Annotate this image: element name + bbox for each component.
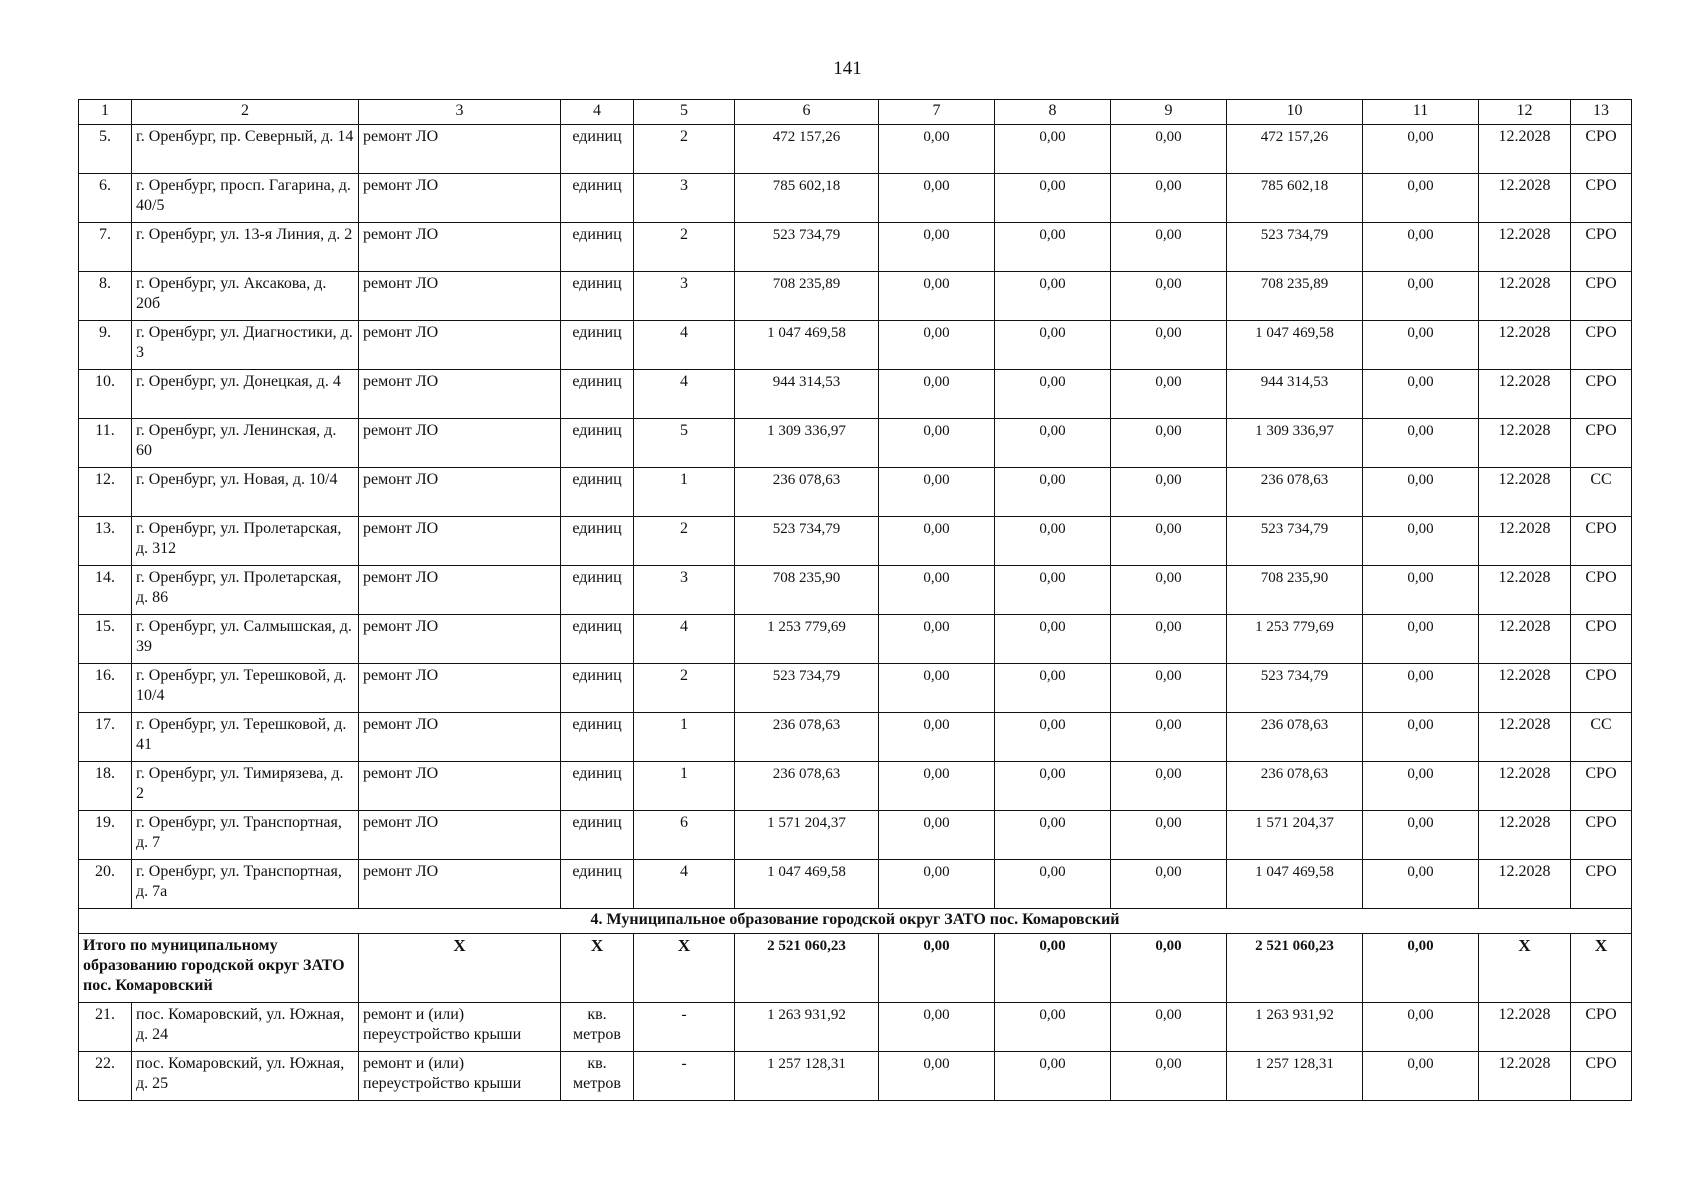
other-cell: 0,00 bbox=[1363, 419, 1479, 468]
unit-cell: единиц bbox=[561, 468, 634, 517]
total-c11-cell: 0,00 bbox=[1363, 934, 1479, 1003]
unit-cell: единиц bbox=[561, 223, 634, 272]
table-row bbox=[79, 272, 1632, 321]
column-header: 2 bbox=[132, 100, 359, 125]
local-budget-cell: 0,00 bbox=[1111, 762, 1227, 811]
unit-cell: единиц bbox=[561, 370, 634, 419]
fund-cell: 0,00 bbox=[879, 1003, 995, 1052]
total-c7-cell: 0,00 bbox=[879, 934, 995, 1003]
method-cell: СРО bbox=[1571, 321, 1632, 370]
row-number: 7. bbox=[79, 223, 132, 272]
method-cell: СРО bbox=[1571, 174, 1632, 223]
works-table bbox=[78, 99, 1632, 1101]
budget-cell: 0,00 bbox=[995, 860, 1111, 909]
budget-cell: 0,00 bbox=[995, 566, 1111, 615]
table-row bbox=[79, 811, 1632, 860]
deadline-cell: 12.2028 bbox=[1479, 860, 1571, 909]
method-cell: СРО bbox=[1571, 419, 1632, 468]
method-cell: СС bbox=[1571, 468, 1632, 517]
table-row bbox=[79, 517, 1632, 566]
quantity-cell: - bbox=[634, 1003, 735, 1052]
unit-cell: единиц bbox=[561, 762, 634, 811]
total-cost-cell: 523 734,79 bbox=[735, 664, 879, 713]
local-budget-cell: 0,00 bbox=[1111, 811, 1227, 860]
owners-funds-cell: 472 157,26 bbox=[1227, 125, 1363, 174]
total-cost-cell: 1 253 779,69 bbox=[735, 615, 879, 664]
address-cell: г. Оренбург, пр. Северный, д. 14 bbox=[132, 125, 359, 174]
deadline-cell: 12.2028 bbox=[1479, 174, 1571, 223]
column-header: 13 bbox=[1571, 100, 1632, 125]
local-budget-cell: 0,00 bbox=[1111, 1003, 1227, 1052]
other-cell: 0,00 bbox=[1363, 1052, 1479, 1101]
deadline-cell: 12.2028 bbox=[1479, 419, 1571, 468]
local-budget-cell: 0,00 bbox=[1111, 321, 1227, 370]
address-cell: г. Оренбург, ул. 13-я Линия, д. 2 bbox=[132, 223, 359, 272]
method-cell: СРО bbox=[1571, 811, 1632, 860]
total-c8-cell: 0,00 bbox=[995, 934, 1111, 1003]
header-row bbox=[79, 100, 1632, 125]
local-budget-cell: 0,00 bbox=[1111, 370, 1227, 419]
column-header: 8 bbox=[995, 100, 1111, 125]
deadline-cell: 12.2028 bbox=[1479, 468, 1571, 517]
column-header: 5 bbox=[634, 100, 735, 125]
deadline-cell: 12.2028 bbox=[1479, 125, 1571, 174]
deadline-cell: 12.2028 bbox=[1479, 762, 1571, 811]
column-header: 11 bbox=[1363, 100, 1479, 125]
owners-funds-cell: 1 309 336,97 bbox=[1227, 419, 1363, 468]
method-cell: СРО bbox=[1571, 566, 1632, 615]
fund-cell: 0,00 bbox=[879, 223, 995, 272]
local-budget-cell: 0,00 bbox=[1111, 713, 1227, 762]
budget-cell: 0,00 bbox=[995, 811, 1111, 860]
row-number: 15. bbox=[79, 615, 132, 664]
other-cell: 0,00 bbox=[1363, 615, 1479, 664]
unit-cell: единиц bbox=[561, 566, 634, 615]
quantity-cell: 5 bbox=[634, 419, 735, 468]
budget-cell: 0,00 bbox=[995, 419, 1111, 468]
row-number: 21. bbox=[79, 1003, 132, 1052]
other-cell: 0,00 bbox=[1363, 223, 1479, 272]
quantity-cell: 3 bbox=[634, 174, 735, 223]
method-cell: СРО bbox=[1571, 1052, 1632, 1101]
budget-cell: 0,00 bbox=[995, 762, 1111, 811]
quantity-cell: 2 bbox=[634, 664, 735, 713]
local-budget-cell: 0,00 bbox=[1111, 566, 1227, 615]
total-cost-cell: 1 571 204,37 bbox=[735, 811, 879, 860]
quantity-cell: 1 bbox=[634, 713, 735, 762]
fund-cell: 0,00 bbox=[879, 370, 995, 419]
work-type-cell: ремонт ЛО bbox=[359, 566, 561, 615]
row-number: 10. bbox=[79, 370, 132, 419]
local-budget-cell: 0,00 bbox=[1111, 664, 1227, 713]
address-cell: г. Оренбург, ул. Аксакова, д. 20б bbox=[132, 272, 359, 321]
total-c13-cell: Х bbox=[1571, 934, 1632, 1003]
table-row bbox=[79, 223, 1632, 272]
column-header: 10 bbox=[1227, 100, 1363, 125]
quantity-cell: - bbox=[634, 1052, 735, 1101]
table-row bbox=[79, 566, 1632, 615]
address-cell: г. Оренбург, ул. Транспортная, д. 7 bbox=[132, 811, 359, 860]
row-number: 13. bbox=[79, 517, 132, 566]
fund-cell: 0,00 bbox=[879, 713, 995, 762]
fund-cell: 0,00 bbox=[879, 174, 995, 223]
fund-cell: 0,00 bbox=[879, 811, 995, 860]
unit-cell: единиц bbox=[561, 174, 634, 223]
address-cell: пос. Комаровский, ул. Южная, д. 25 bbox=[132, 1052, 359, 1101]
column-header: 6 bbox=[735, 100, 879, 125]
address-cell: г. Оренбург, ул. Донецкая, д. 4 bbox=[132, 370, 359, 419]
budget-cell: 0,00 bbox=[995, 1052, 1111, 1101]
total-c9-cell: 0,00 bbox=[1111, 934, 1227, 1003]
unit-cell: единиц bbox=[561, 615, 634, 664]
row-number: 8. bbox=[79, 272, 132, 321]
fund-cell: 0,00 bbox=[879, 517, 995, 566]
other-cell: 0,00 bbox=[1363, 713, 1479, 762]
total-cost-cell: 944 314,53 bbox=[735, 370, 879, 419]
quantity-cell: 4 bbox=[634, 321, 735, 370]
total-cost-cell: 472 157,26 bbox=[735, 125, 879, 174]
total-c3-cell: Х bbox=[359, 934, 561, 1003]
work-type-cell: ремонт ЛО bbox=[359, 174, 561, 223]
total-cost-cell: 1 047 469,58 bbox=[735, 860, 879, 909]
budget-cell: 0,00 bbox=[995, 664, 1111, 713]
total-cost-cell: 523 734,79 bbox=[735, 223, 879, 272]
work-type-cell: ремонт ЛО bbox=[359, 517, 561, 566]
other-cell: 0,00 bbox=[1363, 762, 1479, 811]
row-number: 20. bbox=[79, 860, 132, 909]
quantity-cell: 3 bbox=[634, 566, 735, 615]
budget-cell: 0,00 bbox=[995, 615, 1111, 664]
method-cell: СС bbox=[1571, 713, 1632, 762]
fund-cell: 0,00 bbox=[879, 615, 995, 664]
unit-cell: единиц bbox=[561, 713, 634, 762]
address-cell: г. Оренбург, ул. Ленинская, д. 60 bbox=[132, 419, 359, 468]
page-number: 141 bbox=[833, 58, 862, 79]
row-number: 9. bbox=[79, 321, 132, 370]
row-number: 11. bbox=[79, 419, 132, 468]
deadline-cell: 12.2028 bbox=[1479, 517, 1571, 566]
column-header: 12 bbox=[1479, 100, 1571, 125]
table-row bbox=[79, 1003, 1632, 1052]
total-c10-cell: 2 521 060,23 bbox=[1227, 934, 1363, 1003]
budget-cell: 0,00 bbox=[995, 517, 1111, 566]
table-row bbox=[79, 713, 1632, 762]
column-header: 3 bbox=[359, 100, 561, 125]
deadline-cell: 12.2028 bbox=[1479, 615, 1571, 664]
local-budget-cell: 0,00 bbox=[1111, 272, 1227, 321]
address-cell: г. Оренбург, ул. Терешковой, д. 41 bbox=[132, 713, 359, 762]
column-header: 1 bbox=[79, 100, 132, 125]
other-cell: 0,00 bbox=[1363, 664, 1479, 713]
deadline-cell: 12.2028 bbox=[1479, 811, 1571, 860]
unit-cell: единиц bbox=[561, 517, 634, 566]
total-cost-cell: 236 078,63 bbox=[735, 468, 879, 517]
row-number: 16. bbox=[79, 664, 132, 713]
deadline-cell: 12.2028 bbox=[1479, 370, 1571, 419]
other-cell: 0,00 bbox=[1363, 1003, 1479, 1052]
address-cell: г. Оренбург, ул. Тимирязева, д. 2 bbox=[132, 762, 359, 811]
fund-cell: 0,00 bbox=[879, 762, 995, 811]
owners-funds-cell: 523 734,79 bbox=[1227, 517, 1363, 566]
deadline-cell: 12.2028 bbox=[1479, 1003, 1571, 1052]
other-cell: 0,00 bbox=[1363, 370, 1479, 419]
other-cell: 0,00 bbox=[1363, 811, 1479, 860]
work-type-cell: ремонт ЛО bbox=[359, 125, 561, 174]
fund-cell: 0,00 bbox=[879, 468, 995, 517]
owners-funds-cell: 236 078,63 bbox=[1227, 468, 1363, 517]
total-c4-cell: Х bbox=[561, 934, 634, 1003]
address-cell: г. Оренбург, ул. Салмышская, д. 39 bbox=[132, 615, 359, 664]
quantity-cell: 6 bbox=[634, 811, 735, 860]
unit-cell: кв. метров bbox=[561, 1052, 634, 1101]
fund-cell: 0,00 bbox=[879, 1052, 995, 1101]
table-row bbox=[79, 419, 1632, 468]
deadline-cell: 12.2028 bbox=[1479, 321, 1571, 370]
owners-funds-cell: 1 257 128,31 bbox=[1227, 1052, 1363, 1101]
unit-cell: единиц bbox=[561, 811, 634, 860]
unit-cell: единиц bbox=[561, 860, 634, 909]
address-cell: г. Оренбург, ул. Терешковой, д. 10/4 bbox=[132, 664, 359, 713]
work-type-cell: ремонт ЛО bbox=[359, 664, 561, 713]
section-title: 4. Муниципальное образование городской округ ЗАТО пос. Комаровский bbox=[79, 909, 1632, 934]
quantity-cell: 4 bbox=[634, 860, 735, 909]
total-row bbox=[79, 934, 1632, 1003]
fund-cell: 0,00 bbox=[879, 419, 995, 468]
row-number: 5. bbox=[79, 125, 132, 174]
method-cell: СРО bbox=[1571, 762, 1632, 811]
budget-cell: 0,00 bbox=[995, 370, 1111, 419]
other-cell: 0,00 bbox=[1363, 174, 1479, 223]
method-cell: СРО bbox=[1571, 664, 1632, 713]
fund-cell: 0,00 bbox=[879, 321, 995, 370]
unit-cell: кв. метров bbox=[561, 1003, 634, 1052]
address-cell: г. Оренбург, ул. Новая, д. 10/4 bbox=[132, 468, 359, 517]
total-cost-cell: 1 257 128,31 bbox=[735, 1052, 879, 1101]
owners-funds-cell: 1 047 469,58 bbox=[1227, 321, 1363, 370]
budget-cell: 0,00 bbox=[995, 468, 1111, 517]
address-cell: г. Оренбург, ул. Транспортная, д. 7а bbox=[132, 860, 359, 909]
local-budget-cell: 0,00 bbox=[1111, 860, 1227, 909]
work-type-cell: ремонт ЛО bbox=[359, 370, 561, 419]
other-cell: 0,00 bbox=[1363, 566, 1479, 615]
column-header: 7 bbox=[879, 100, 995, 125]
total-cost-cell: 1 263 931,92 bbox=[735, 1003, 879, 1052]
table-row bbox=[79, 1052, 1632, 1101]
deadline-cell: 12.2028 bbox=[1479, 272, 1571, 321]
owners-funds-cell: 708 235,90 bbox=[1227, 566, 1363, 615]
total-cost-cell: 1 047 469,58 bbox=[735, 321, 879, 370]
fund-cell: 0,00 bbox=[879, 566, 995, 615]
work-type-cell: ремонт ЛО bbox=[359, 223, 561, 272]
quantity-cell: 4 bbox=[634, 615, 735, 664]
table-row bbox=[79, 321, 1632, 370]
unit-cell: единиц bbox=[561, 321, 634, 370]
deadline-cell: 12.2028 bbox=[1479, 223, 1571, 272]
table-row bbox=[79, 125, 1632, 174]
row-number: 22. bbox=[79, 1052, 132, 1101]
local-budget-cell: 0,00 bbox=[1111, 419, 1227, 468]
table-body bbox=[79, 100, 1632, 1101]
work-type-cell: ремонт ЛО bbox=[359, 615, 561, 664]
owners-funds-cell: 785 602,18 bbox=[1227, 174, 1363, 223]
local-budget-cell: 0,00 bbox=[1111, 517, 1227, 566]
total-label: Итого по муниципальному образованию городской округ ЗАТО пос. Комаровский bbox=[79, 934, 359, 1003]
deadline-cell: 12.2028 bbox=[1479, 664, 1571, 713]
total-c5-cell: Х bbox=[634, 934, 735, 1003]
owners-funds-cell: 1 263 931,92 bbox=[1227, 1003, 1363, 1052]
total-cost-cell: 708 235,90 bbox=[735, 566, 879, 615]
address-cell: г. Оренбург, ул. Пролетарская, д. 312 bbox=[132, 517, 359, 566]
deadline-cell: 12.2028 bbox=[1479, 566, 1571, 615]
total-c12-cell: Х bbox=[1479, 934, 1571, 1003]
table-row bbox=[79, 174, 1632, 223]
total-cost-cell: 785 602,18 bbox=[735, 174, 879, 223]
address-cell: г. Оренбург, ул. Диагностики, д. 3 bbox=[132, 321, 359, 370]
method-cell: СРО bbox=[1571, 370, 1632, 419]
table-row bbox=[79, 664, 1632, 713]
method-cell: СРО bbox=[1571, 125, 1632, 174]
method-cell: СРО bbox=[1571, 1003, 1632, 1052]
other-cell: 0,00 bbox=[1363, 860, 1479, 909]
budget-cell: 0,00 bbox=[995, 272, 1111, 321]
owners-funds-cell: 236 078,63 bbox=[1227, 713, 1363, 762]
section-row bbox=[79, 909, 1632, 934]
column-header: 9 bbox=[1111, 100, 1227, 125]
budget-cell: 0,00 bbox=[995, 1003, 1111, 1052]
address-cell: пос. Комаровский, ул. Южная, д. 24 bbox=[132, 1003, 359, 1052]
budget-cell: 0,00 bbox=[995, 713, 1111, 762]
row-number: 12. bbox=[79, 468, 132, 517]
other-cell: 0,00 bbox=[1363, 468, 1479, 517]
other-cell: 0,00 bbox=[1363, 272, 1479, 321]
unit-cell: единиц bbox=[561, 419, 634, 468]
work-type-cell: ремонт ЛО bbox=[359, 321, 561, 370]
total-cost-cell: 708 235,89 bbox=[735, 272, 879, 321]
budget-cell: 0,00 bbox=[995, 174, 1111, 223]
work-type-cell: ремонт ЛО bbox=[359, 811, 561, 860]
quantity-cell: 2 bbox=[634, 125, 735, 174]
deadline-cell: 12.2028 bbox=[1479, 1052, 1571, 1101]
local-budget-cell: 0,00 bbox=[1111, 468, 1227, 517]
work-type-cell: ремонт ЛО bbox=[359, 272, 561, 321]
owners-funds-cell: 1 047 469,58 bbox=[1227, 860, 1363, 909]
row-number: 14. bbox=[79, 566, 132, 615]
total-cost-cell: 236 078,63 bbox=[735, 762, 879, 811]
owners-funds-cell: 523 734,79 bbox=[1227, 664, 1363, 713]
table-row bbox=[79, 370, 1632, 419]
quantity-cell: 1 bbox=[634, 762, 735, 811]
row-number: 17. bbox=[79, 713, 132, 762]
work-type-cell: ремонт ЛО bbox=[359, 419, 561, 468]
budget-cell: 0,00 bbox=[995, 125, 1111, 174]
total-cost-cell: 523 734,79 bbox=[735, 517, 879, 566]
fund-cell: 0,00 bbox=[879, 125, 995, 174]
address-cell: г. Оренбург, ул. Пролетарская, д. 86 bbox=[132, 566, 359, 615]
table-row bbox=[79, 615, 1632, 664]
owners-funds-cell: 523 734,79 bbox=[1227, 223, 1363, 272]
unit-cell: единиц bbox=[561, 272, 634, 321]
row-number: 19. bbox=[79, 811, 132, 860]
quantity-cell: 4 bbox=[634, 370, 735, 419]
table-row bbox=[79, 762, 1632, 811]
fund-cell: 0,00 bbox=[879, 664, 995, 713]
owners-funds-cell: 708 235,89 bbox=[1227, 272, 1363, 321]
owners-funds-cell: 236 078,63 bbox=[1227, 762, 1363, 811]
quantity-cell: 2 bbox=[634, 517, 735, 566]
owners-funds-cell: 944 314,53 bbox=[1227, 370, 1363, 419]
table-row bbox=[79, 468, 1632, 517]
work-type-cell: ремонт и (или) переустройство крыши bbox=[359, 1052, 561, 1101]
other-cell: 0,00 bbox=[1363, 321, 1479, 370]
quantity-cell: 3 bbox=[634, 272, 735, 321]
method-cell: СРО bbox=[1571, 517, 1632, 566]
local-budget-cell: 0,00 bbox=[1111, 174, 1227, 223]
work-type-cell: ремонт ЛО bbox=[359, 860, 561, 909]
other-cell: 0,00 bbox=[1363, 517, 1479, 566]
owners-funds-cell: 1 571 204,37 bbox=[1227, 811, 1363, 860]
address-cell: г. Оренбург, просп. Гагарина, д. 40/5 bbox=[132, 174, 359, 223]
local-budget-cell: 0,00 bbox=[1111, 223, 1227, 272]
fund-cell: 0,00 bbox=[879, 860, 995, 909]
total-cost-cell: 1 309 336,97 bbox=[735, 419, 879, 468]
method-cell: СРО bbox=[1571, 223, 1632, 272]
quantity-cell: 1 bbox=[634, 468, 735, 517]
table-row bbox=[79, 860, 1632, 909]
work-type-cell: ремонт ЛО bbox=[359, 468, 561, 517]
row-number: 18. bbox=[79, 762, 132, 811]
unit-cell: единиц bbox=[561, 664, 634, 713]
owners-funds-cell: 1 253 779,69 bbox=[1227, 615, 1363, 664]
fund-cell: 0,00 bbox=[879, 272, 995, 321]
row-number: 6. bbox=[79, 174, 132, 223]
budget-cell: 0,00 bbox=[995, 321, 1111, 370]
quantity-cell: 2 bbox=[634, 223, 735, 272]
budget-cell: 0,00 bbox=[995, 223, 1111, 272]
total-c6-cell: 2 521 060,23 bbox=[735, 934, 879, 1003]
deadline-cell: 12.2028 bbox=[1479, 713, 1571, 762]
method-cell: СРО bbox=[1571, 272, 1632, 321]
unit-cell: единиц bbox=[561, 125, 634, 174]
work-type-cell: ремонт ЛО bbox=[359, 713, 561, 762]
local-budget-cell: 0,00 bbox=[1111, 1052, 1227, 1101]
local-budget-cell: 0,00 bbox=[1111, 615, 1227, 664]
local-budget-cell: 0,00 bbox=[1111, 125, 1227, 174]
other-cell: 0,00 bbox=[1363, 125, 1479, 174]
total-cost-cell: 236 078,63 bbox=[735, 713, 879, 762]
method-cell: СРО bbox=[1571, 860, 1632, 909]
work-type-cell: ремонт и (или) переустройство крыши bbox=[359, 1003, 561, 1052]
method-cell: СРО bbox=[1571, 615, 1632, 664]
column-header: 4 bbox=[561, 100, 634, 125]
work-type-cell: ремонт ЛО bbox=[359, 762, 561, 811]
